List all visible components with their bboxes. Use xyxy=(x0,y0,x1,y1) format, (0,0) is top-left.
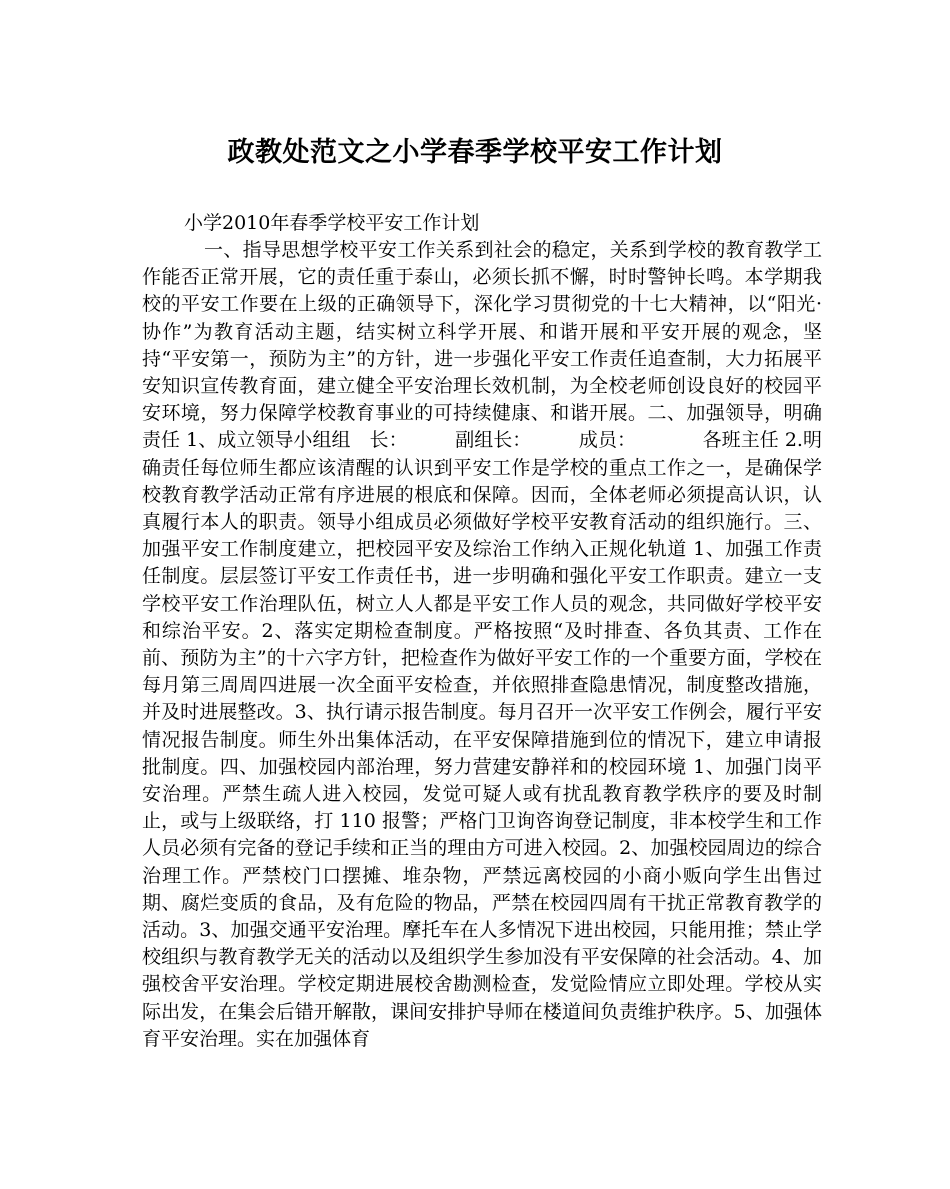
document-subtitle: 小学2010年春季学校平安工作计划 xyxy=(184,212,480,234)
page-title: 政教处范文之小学春季学校平安工作计划 xyxy=(227,137,723,168)
body-paragraph: 一、指导思想学校平安工作关系到社会的稳定，关系到学校的教育教学工作能否正常开展，它的责任重于泰山，必须长抓不懈，时时警钟长鸣。本学期我校的平安工作要在上级的正确领导下，深化学习贯彻党的十七大精神，以“阳光·协作”为教育活动主题，结实树立科学开展、和谐开展和平安开展的观念，坚持“平安第一，预防为主”的方针，进一步强化平安工作责任追查制，大力拓展平安知识宣传教育面，建立健全平安治理长效机制，为全校老师创设良好的校园平安环境，努力保障学校教育事业的可持续健康、和谐开展。二、加强领导，明确责任 1、成立领导小组组 长： 副组长： 成员： 各班主任 2.明确责任每位师生都应该清醒的认识到平安工作是学校的重点工作之一，是确保学校教育教学活动正常有序进展的根底和保障。因而，全体老师必须提高认识，认真履行本人的职责。领导小组成员必须做好学校平安教育活动的组织施行。三、加强平安工作制度建立，把校园平安及综治工作纳入正规化轨道 1、加强工作责任制度。层层签订平安工作责任书，进一步明确和强化平安工作职责。建立一支学校平安工作治理队伍，树立人人都是平安工作人员的观念，共同做好学校平安和综治平安。2、落实定期检查制度。严格按照“及时排查、各负其责、工作在前、预防为主”的十六字方针，把检查作为做好平安工作的一个重要方面，学校在每月第三周周四进展一次全面平安检查，并依照排查隐患情况，制度整改措施，并及时进展整改。3、执行请示报告制度。每月召开一次平安工作例会，履行平安情况报告制度。师生外出集体活动，在平安保障措施到位的情况下，建立申请报批制度。四、加强校园内部治理，努力营建安静祥和的校园环境 1、加强门岗平安治理。严禁生疏人进入校园，发觉可疑人或有扰乱教育教学秩序的要及时制止，或与上级联络，打 110 报警；严格门卫询咨询登记制度，非本校学生和工作人员必须有完备的登记手续和正当的理由方可进入校园。2、加强校园周边的综合治理工作。严禁校门口摆摊、堆杂物，严禁远离校园的小商小贩向学生出售过期、腐烂变质的食品，及有危险的物品，严禁在校园四周有干扰正常教育教学的活动。3、加强交通平安治理。摩托车在人多情况下进出校园，只能用推；禁止学校组织与教育教学无关的活动以及组织学生参加没有平安保障的社会活动。4、加强校舍平安治理。学校定期进展校舍勘测检查，发觉险情应立即处理。学校从实际出发，在集会后错开解散，课间安排护导师在楼道间负责维护秩序。5、加强体育平安治理。实在加强体育 xyxy=(142,239,822,1050)
